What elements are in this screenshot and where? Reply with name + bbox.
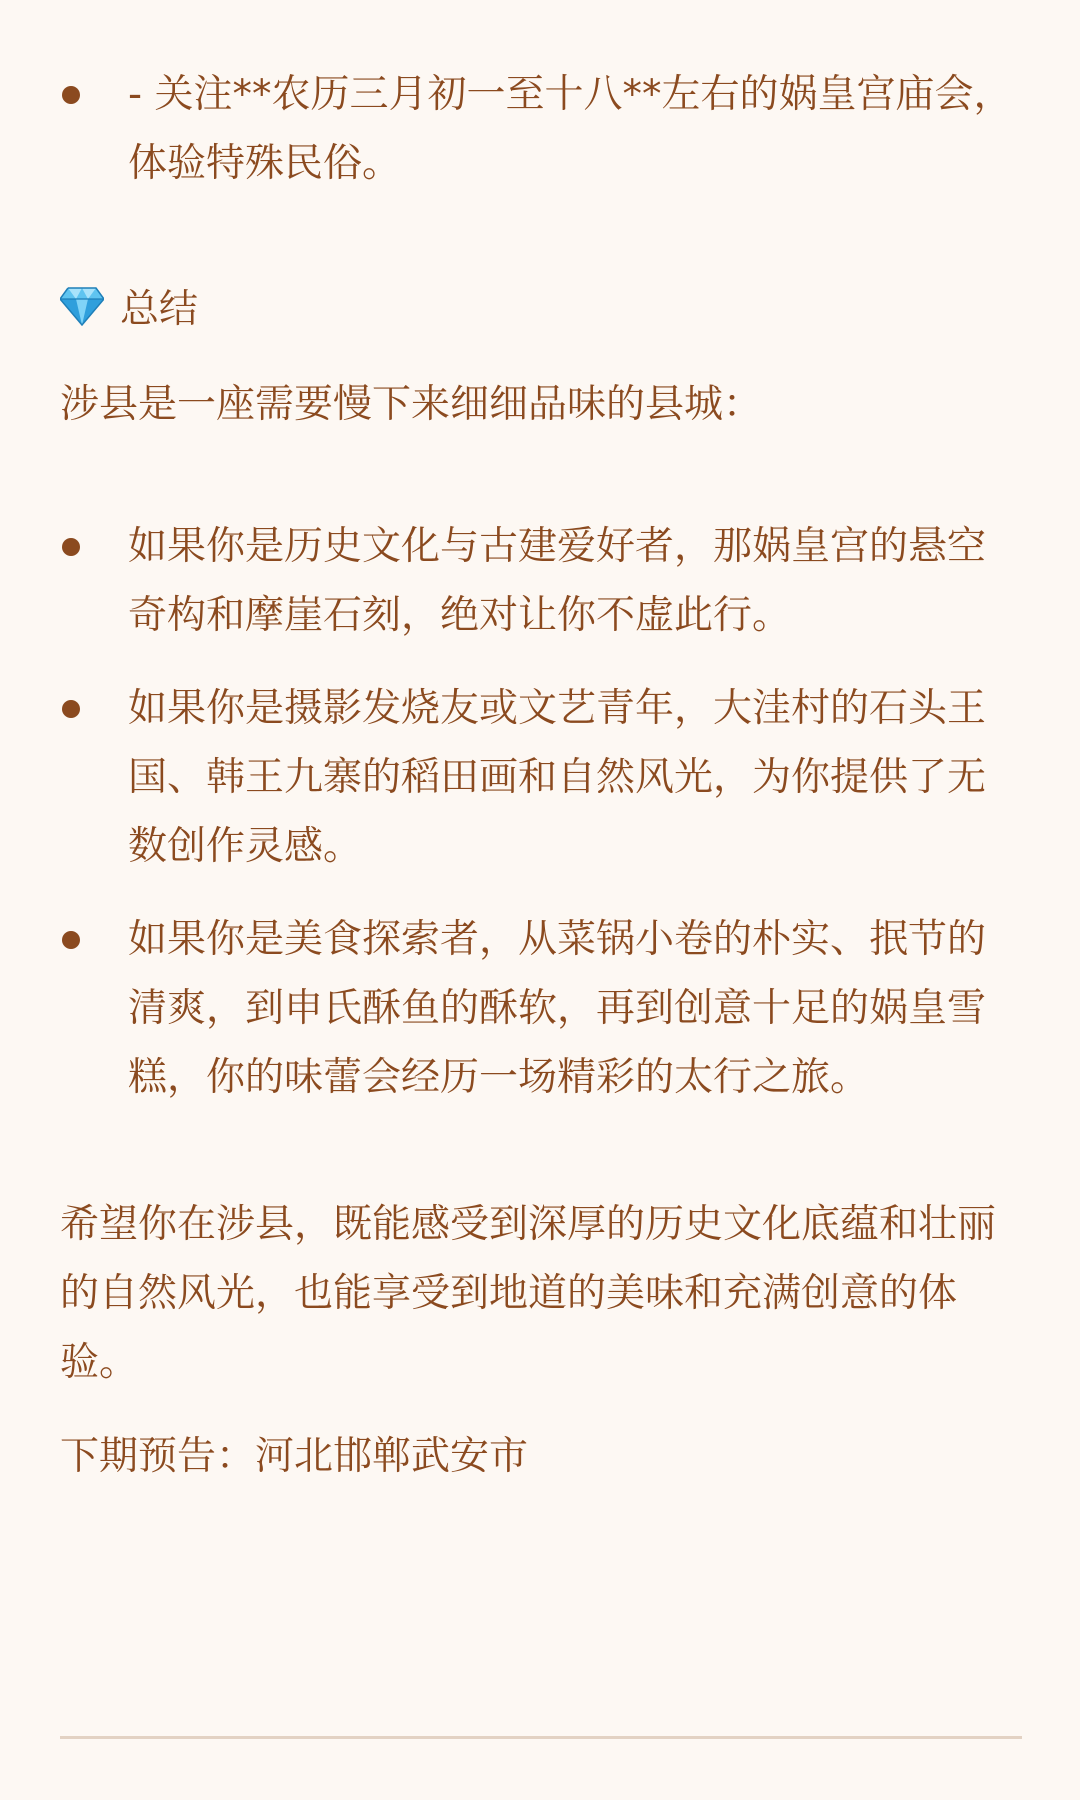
bullet-dot	[62, 86, 80, 104]
list-item	[60, 512, 1022, 650]
summary-list	[60, 512, 1022, 1112]
bullet-dot	[62, 538, 80, 556]
event-tip-list	[60, 60, 1022, 198]
list-item-text: 如果你是历史文化与古建爱好者，那娲皇宫的悬空奇构和摩崖石刻，绝对让你不虚此行。	[128, 524, 987, 638]
closing-paragraph: 希望你在涉县，既能感受到深厚的历史文化底蕴和壮丽的自然风光，也能享受到地道的美味和充满创意的体验。	[60, 1202, 997, 1385]
list-item	[60, 905, 1022, 1112]
summary-intro: 涉县是一座需要慢下来细细品味的县城：	[60, 382, 763, 427]
list-item	[60, 60, 1022, 198]
next-issue-preview: 下期预告：河北邯郸武安市	[60, 1434, 529, 1479]
list-item-text: 如果你是美食探索者，从菜锅小卷的朴实、抿节的清爽，到申氏酥鱼的酥软，再到创意十足的娲皇雪糕，你的味蕾会经历一场精彩的太行之旅。	[128, 917, 987, 1100]
bullet-dot	[62, 700, 80, 718]
bullet-dot	[62, 931, 80, 949]
footer-divider	[60, 1736, 1022, 1739]
list-item	[60, 674, 1022, 881]
gem-icon	[60, 286, 104, 326]
list-item-text: 如果你是摄影发烧友或文艺青年，大洼村的石头王国、韩王九寨的稻田画和自然风光，为你提供了无数创作灵感。	[128, 686, 987, 869]
summary-heading-text: 总结	[120, 287, 199, 332]
list-item-text: - 关注**农历三月初一至十八**左右的娲皇宫庙会，体验特殊民俗。	[128, 72, 1013, 186]
summary-heading	[60, 276, 198, 336]
